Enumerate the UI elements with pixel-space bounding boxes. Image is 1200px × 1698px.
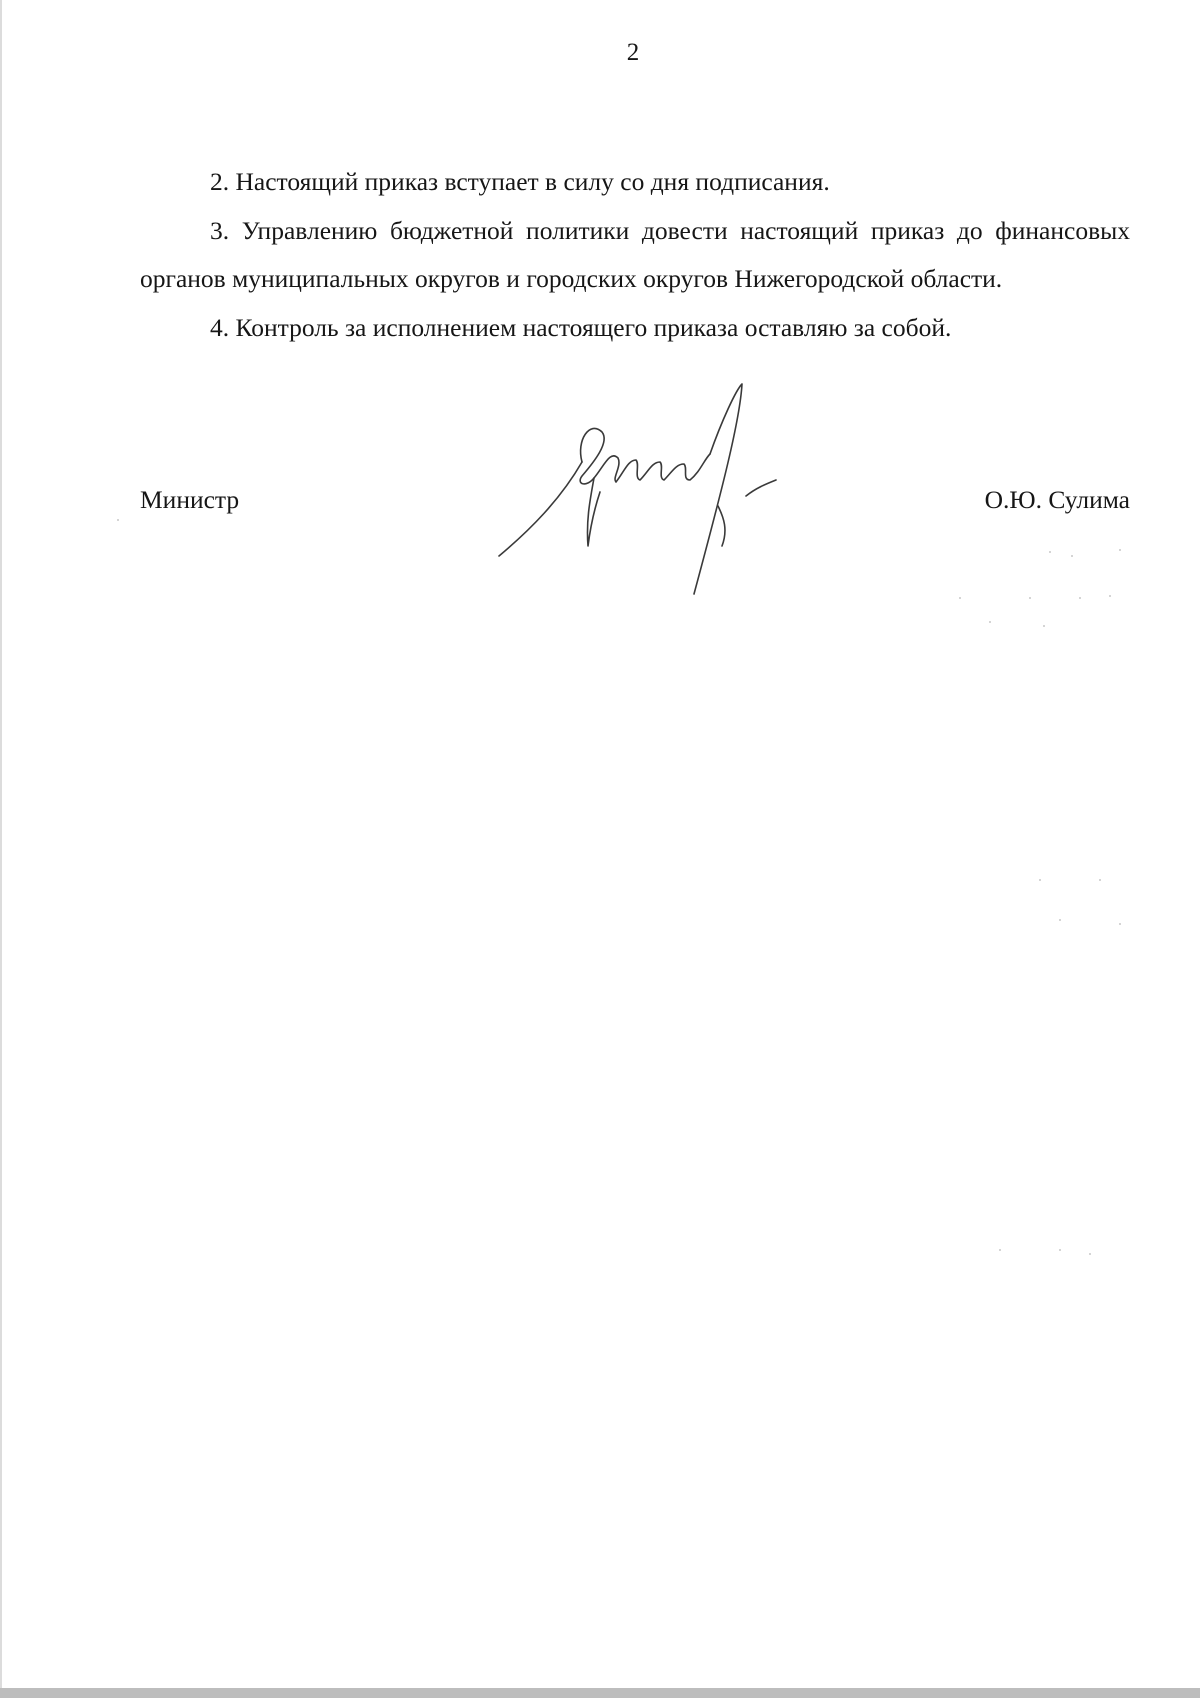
document-body [140, 158, 1130, 352]
paragraph-4-control: 4. Контроль за исполнением настоящего приказа оставляю за собой. [210, 312, 952, 342]
paragraph-3-distribution: 3. Управлению бюджетной политики довести настоящий приказ до финансовых органов муниципальных округов и городских округов Нижегородской области. [140, 215, 1130, 293]
signature-block [140, 484, 1130, 524]
paragraph-2-effective-date: 2. Настоящий приказ вступает в силу со дня подписания. [210, 167, 830, 196]
signatory-name: О.Ю. Сулима [984, 485, 1130, 514]
page-number: 2 [626, 39, 640, 66]
scan-left-edge [0, 0, 2, 1688]
signatory-role: Министр [140, 485, 240, 514]
scan-bottom-band [0, 1688, 1200, 1698]
